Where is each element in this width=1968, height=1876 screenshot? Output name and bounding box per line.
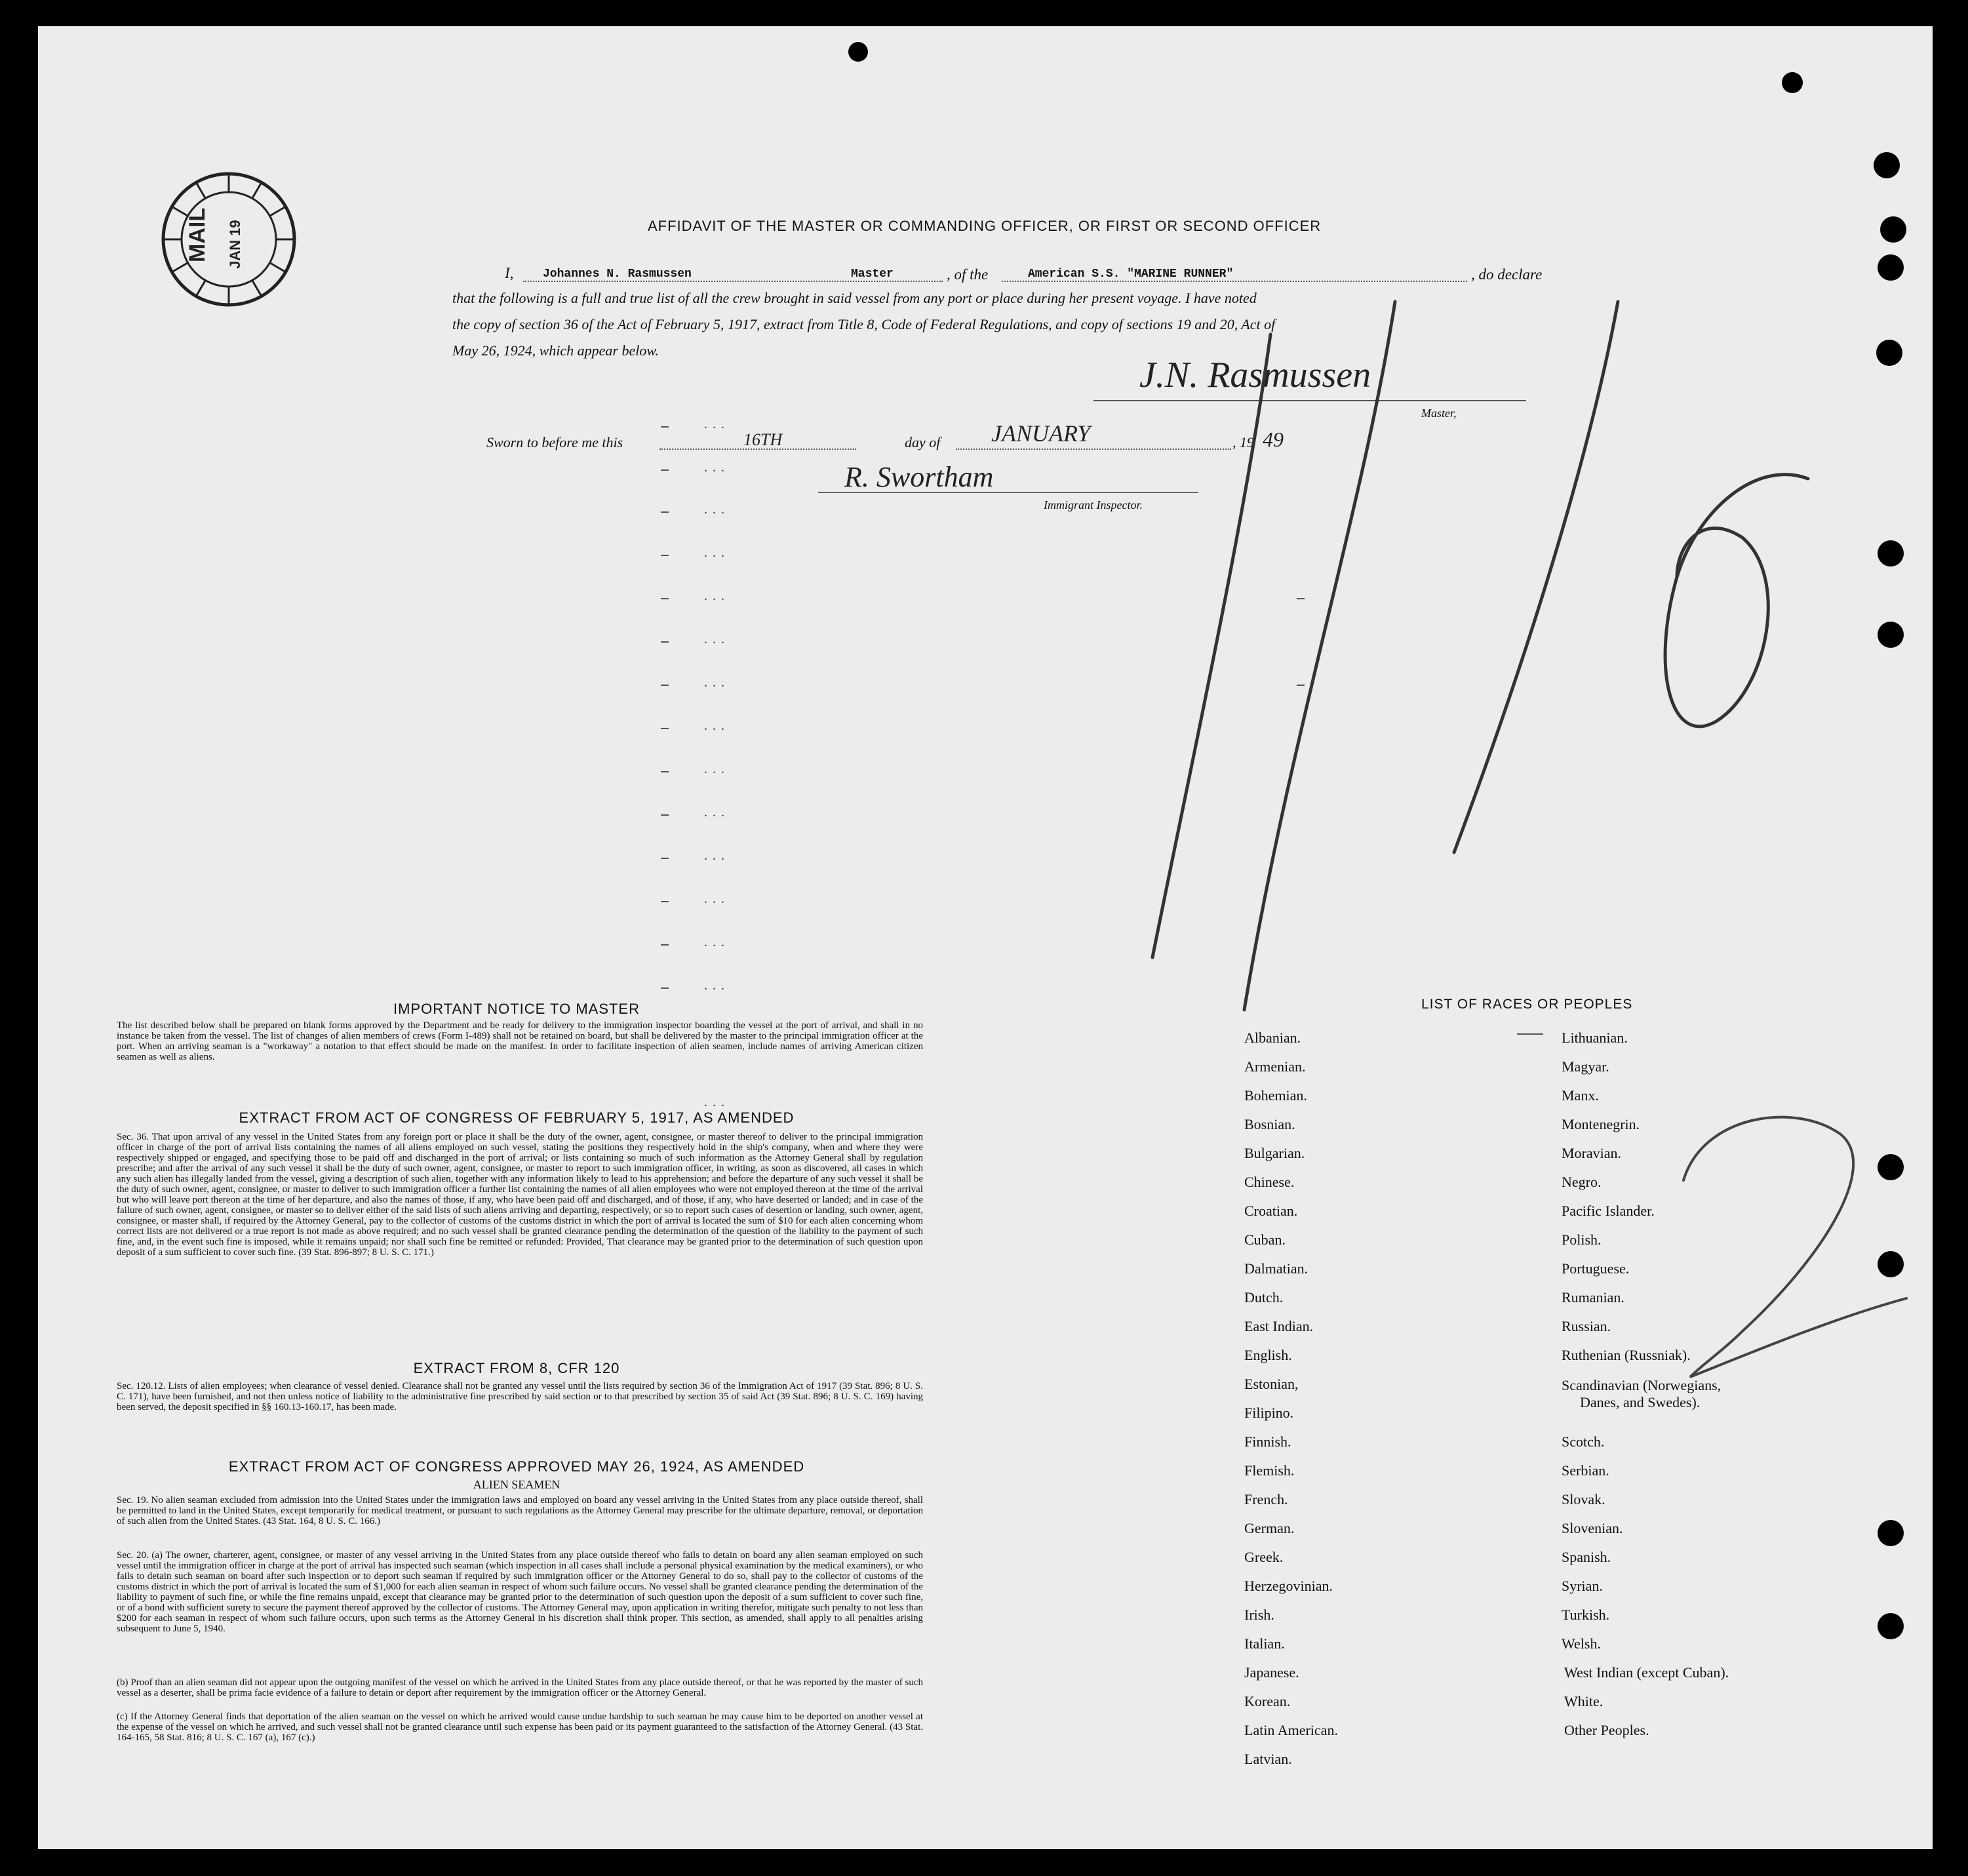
race-item: Japanese. (1244, 1664, 1299, 1681)
race-item: Scandinavian (Norwegians, (1562, 1377, 1722, 1393)
race-item: Slovenian. (1562, 1520, 1623, 1536)
document-page: MAIL JAN 19 AFFIDAVIT OF THE MASTER OR COMMANDING OFFICER, OR FIRST OR SECOND OFFICER I, Johannes N. Rasmussen Master , of the American S.S. "MARINE RUNNER" , do declare that the following is a full and true list of all the crew brought in said vessel from any port or place during her present voyage. I have noted the copy of section 36 of the Act of February 5, 1917, extract from Title 8, Code of Federal Regulations, and copy of sections 19 and 20, Act of May 26, 1924, which appear below. J.N. Rasmussen Master, Sworn to before me this 16TH day of JANUARY , 19 49 R. Swortham Immigrant Inspector. ... ... ... ... ... ... ... ... ... ... ... ... ... ... ... 1716 2 IMPORTANT NOTICE TO MASTER The list described below shall be prepared on blank forms approved by the Department and be ready for delivery to the immigration inspector boarding the vessel at the port of arrival, and shall in no instance be taken from the vessel. The list of changes of alien members of crews (Form I-489) shall not be retained on board, but shall be delivered by the master to the principal immigration officer at the port. When an arriving seaman is a "workaway" a notation to that effect should be made on the manifest. In order to facilitate inspection of alien seamen, include names of arriving American citizen seamen as well as aliens. EXTRACT FROM ACT OF CONGRESS OF FEBRUARY 5, 1917, AS AMENDED Sec. 36. That upon arrival of any vessel in the United States from any foreign port or place it shall be the duty of the owner, agent, consignee, or master thereof to deliver to the principal immigration officer in charge of the port of arrival lists containing the names of all aliens employed on such vessel, stating the positions they respectively hold in the ship's company, when and where they were respectively shipped or engaged, and specifying those to be paid off and discharged in the port of arrival; or lists containing so much of such information as the Attorney General shall by regulation prescribe; and after the arrival of any such vessel it shall be the duty of such owner, agent, consignee, or master to report to such immigration officer, in writing, as soon as discovered, all cases in which any such alien has illegally landed from the vessel, giving a description of such alien, together with any information likely to lead to his apprehension; and before the departure of any such vessel it shall be the duty of such owner, agent, consignee, or master to deliver to such immigration officer a further list containing the names of all alien employees who were not employed thereon at the time of the arrival but who will leave port thereon at the time of her departure, and also the names of those, if any, who have been paid off and discharged, and of those, if any, who have deserted or landed; and in case of the failure of such owner, agent, consignee, or master so to deliver either of the said lists of such aliens arriving and departing, respectively, or so to report such cases of desertion or landing, such owner, agent, consignee, or master shall, if required by the Attorney General, pay to the collector of customs of the customs district in which the port of arrival is located the sum of $10 for each alien concerning whom correct lists are not delivered or a true report is not made as above required; and no such vessel shall be granted clearance pending the determination of the question of the liability to the payment of such fine, and, in the event such fine is imposed, while it remains unpaid; nor shall such fine be remitted or refunded: Provided, That clearance may be granted prior to the determination of such question upon deposit of a sum sufficient to cover such fine. (39 Stat. 896-897; 8 U. S. C. 171.) EXTRACT FROM 8, CFR 120 Sec. 120.12. Lists of alien employees; when clearance of vessel denied. Clearance shall not be granted any vessel until the lists required by section 36 of the Immigration Act of 1917 (39 Stat. 896; 8 U. S. C. 171), have been furnished, and not then unless notice of liability to the administrative fine prescribed by said section or to that prescribed by section 35 of said Act (39 Stat. 896; 8 U. S. C. 169) having been served, the deposit specified in §§ 160.13-160.17, has been made. EXTRACT FROM ACT OF CONGRESS APPROVED MAY 26, 1924, AS AMENDED ALIEN SEAMEN Sec. 19. No alien seaman excluded from admission into the United States under the immigration laws and employed on board any vessel arriving in the United States from any place outside thereof, shall be permitted to land in the United States, except temporarily for medical treatment, or pursuant to such regulations as the Attorney General may prescribe for the ultimate departure, removal, or deportation of such alien from the United States. (43 Stat. 164, 8 U. S. C. 166.) Sec. 20. (a) The owner, charterer, agent, consignee, or master of any vessel arriving in the United States from any place outside thereof who fails to detain on board any alien seaman employed on such vessel until the immigration officer in charge at the port of arrival has inspected such seaman (which inspection in all cases shall include a personal physical examination by the medical examiners), or who fails to detain such seaman on board after such inspection or to deport such seaman if required by such immigration officer or the Attorney General to do so, shall pay to the collector of customs of the customs district in which the port of arrival is located the sum of $1,000 for each alien seaman in respect of whom such failure occurs. No vessel shall be granted clearance pending the determination of the liability to payment of such fine, or while the fine remains unpaid, except that clearance may be granted prior to the determination of such question upon the deposit of a sum sufficient to cover such fine, or of a bond with sufficient surety to secure the payment thereof approved by the collector of customs. The Attorney General may, upon application in writing therefor, mitigate such penalty to not less than $200 for each seaman in respect of whom such failure occurs, upon such terms as the Attorney General in his discretion shall think proper. This section, as amended, shall apply to all penalties arising subsequent to June 5, 1940. (b) Proof than an alien seaman did not appear upon the outgoing manifest of the vessel on which he arrived in the United States from any place outside thereof, or that he was reported by the master of such vessel as a deserter, shall be prima facie evidence of a failure to detain or deport after requirement by the immigration officer or the Attorney General. (c) If the Attorney General finds that deportation of the alien seaman on the vessel on which he arrived would cause undue hardship to such seaman he may cause him to be deported on another vessel at the expense of the vessel on which he arrived, and such vessel shall not be granted clearance until such expense has been paid or its payment guaranteed to the satisfaction of the Attorney General. (43 Stat. 164-165, 58 Stat. 816; 8 U. S. C. 167 (a), 167 (c).) LIST OF RACES OR PEOPLES Albanian. Armenian. Bohemian. Bosnian. Bulgarian. Chinese. Croatian. Cuban. Dalmatian. Dutch. East Indian. English. Estonian, Filipino. Finnish. Flemish. French. German. Greek. Herzegovinian. Irish. Italian. Japanese. Korean. Latin American. Latvian. Lithuanian. Magyar. Manx. Montenegrin. Moravian. Negro. Pacific Islander. Polish. Portuguese. Rumanian. Russian. Ruthenian (Russniak). Scandinavian (Norwegians, Danes, and Swedes). Scotch. Serbian. Slovak. Slovenian. Spanish. Syrian. Turkish. Welsh. West Indian (except Cuban). White. Other Peoples. (38, 26, 1933, 1849)
race-item: Syrian. (1562, 1578, 1603, 1594)
race-item: Albanian. (1244, 1029, 1301, 1046)
extract-1924-sec20c: (c) If the Attorney General finds that deportation of the alien seaman on the vessel on which he arrived would cause undue hardship to such seaman he may cause him to be deported on another vessel at the expense of the vessel on which he arrived, and such vessel shall not be granted clearance until such expense has been paid or its payment guaranteed to the satisfaction of the Attorney General. (43 Stat. 164-165, 58 Stat. 816; 8 U. S. C. 167 (a), 167 (c).) (117, 1711, 923, 1743)
sworn-day: 16TH (743, 430, 783, 449)
race-item: Herzegovinian. (1244, 1578, 1333, 1594)
punch-hole (1878, 1520, 1904, 1546)
race-item: Latin American. (1244, 1722, 1338, 1738)
race-item: Dutch. (1244, 1289, 1284, 1306)
race-item: Danes, and Swedes). (1580, 1394, 1701, 1410)
handwritten-number-1716 (1113, 262, 1834, 1036)
year-prefix: , 19 (1232, 434, 1254, 450)
handwritten-number-2 (1664, 1088, 1913, 1390)
race-item: Serbian. (1562, 1462, 1609, 1479)
extract-1917-title: EXTRACT FROM ACT OF CONGRESS OF FEBRUARY 5, 1917, AS AMENDED (239, 1109, 795, 1126)
race-item: Bohemian. (1244, 1087, 1307, 1104)
affidavit-line-3: the copy of section 36 of the Act of February 5, 1917, extract from Title 8, Code of Federal Regulations, and copy of sections 19 and 20, Act of (452, 316, 1276, 332)
notice-title: IMPORTANT NOTICE TO MASTER (393, 1001, 640, 1017)
day-of-label: day of (905, 434, 941, 450)
race-item: Other Peoples. (1564, 1722, 1649, 1738)
race-item: Turkish. (1562, 1607, 1610, 1623)
sworn-month: JANUARY (991, 420, 1091, 447)
extract-1924-sec20b: (b) Proof than an alien seaman did not appear upon the outgoing manifest of the vessel on which he arrived in the United States from any place outside thereof, or that he was reported by the master of such vessel as a deserter, shall be prima facie evidence of a failure to detain or deport after requirement by the immigration officer or the Attorney General. (117, 1677, 923, 1698)
sworn-label: Sworn to before me this (486, 434, 623, 450)
race-item: Rumanian. (1562, 1289, 1624, 1306)
affidavit-do-declare: , do declare (1471, 266, 1543, 283)
master-signature: J.N. Rasmussen (1139, 355, 1371, 395)
extract-1917-body: Sec. 36. That upon arrival of any vessel in the United States from any foreign port or place it shall be the duty of the owner, agent, consignee, or master thereof to deliver to the principal immigration officer in charge of the port of arrival lists containing the names of all aliens employed on such vessel, stating the positions they respectively hold in the ship's company, when and where they were respectively shipped or engaged, and specifying those to be paid off and discharged in the port of arrival; or lists containing so much of such information as the Attorney General shall by regulation prescribe; and after the arrival of any such vessel it shall be the duty of such owner, agent, consignee, or master to report to such immigration officer, in writing, as soon as discovered, all cases in which any such alien has illegally landed from the vessel, giving a description of such alien, together with any information likely to lead to his apprehension; and before the departure of any such vessel it shall be the duty of such owner, agent, consignee, or master to deliver to such immigration officer a further list containing the names of all alien employees who were not employed thereon at the time of the arrival but who will leave port thereon at the time of her departure, and also the names of those, if any, who have been paid off and discharged, and of those, if any, who have deserted or landed; and in case of the failure of such owner, agent, consignee, or master so to deliver either of the said lists of such aliens arriving and departing, respectively, or so to report such cases of desertion or landing, such owner, agent, consignee, or master shall, if required by the Attorney General, pay to the collector of customs of the customs district in which the port of arrival is located the sum of $10 for each alien concerning whom correct lists are not delivered or a true report is not made as above required; and no such vessel shall be granted clearance pending the determination of the question of the liability to the payment of such fine, and, in the event such fine is imposed, while it remains unpaid; nor shall such fine be remitted or refunded: Provided, That clearance may be granted prior to the determination of such question upon deposit of a sum sufficient to cover such fine. (39 Stat. 896-897; 8 U. S. C. 171.) (117, 1132, 923, 1258)
race-item: Lithuanian. (1562, 1029, 1628, 1046)
mail-stamp (153, 164, 304, 315)
affidavit-name: Johannes N. Rasmussen (543, 268, 692, 281)
race-item: Greek. (1244, 1549, 1284, 1565)
race-item: Irish. (1244, 1607, 1274, 1623)
extract-1924-sec20a: Sec. 20. (a) The owner, charterer, agent, consignee, or master of any vessel arriving in the United States from any place outside thereof who fails to detain on board any alien seaman employed on such vessel until the immigration officer in charge at the port of arrival has inspected such seaman (which inspection in all cases shall include a personal physical examination by the medical examiners), or who fails to detain such seaman on board after such inspection or to deport such seaman if required by such immigration officer or the Attorney General to do so, shall pay to the collector of customs of the customs district in which the port of arrival is located the sum of $1,000 for each alien seaman in respect of whom such failure occurs. No vessel shall be granted clearance pending the determination of the liability to payment of such fine, or while the fine remains unpaid, except that clearance may be granted prior to the determination of such question upon the deposit of a sum sufficient to cover such fine, or of a bond with sufficient surety to secure the payment thereof approved by the collector of customs. The Attorney General may, upon application in writing therefor, mitigate such penalty to not less than $200 for each seaman in respect of whom such failure occurs, upon such terms as the Attorney General in his discretion shall think proper. This section, as amended, shall apply to all penalties arising subsequent to June 5, 1940. (117, 1550, 923, 1634)
punch-hole (1878, 1613, 1904, 1639)
race-item: White. (1564, 1693, 1604, 1709)
race-item: Dalmatian. (1244, 1260, 1309, 1277)
race-item: Armenian. (1244, 1058, 1306, 1075)
race-item: Bulgarian. (1244, 1145, 1305, 1161)
extract-1924-sec19: Sec. 19. No alien seaman excluded from admission into the United States under the immigration laws and employed on board any vessel arriving in the United States from any place outside thereof, shall be permitted to land in the United States, except temporarily for medical treatment, or pursuant to such regulations as the Attorney General may prescribe for the ultimate departure, removal, or deportation of such alien from the United States. (43 Stat. 164, 8 U. S. C. 166.) (117, 1495, 923, 1527)
affidavit-line-4: May 26, 1924, which appear below. (452, 342, 659, 359)
race-item: Italian. (1244, 1635, 1285, 1652)
punch-hole (848, 42, 868, 62)
race-item: Croatian. (1244, 1203, 1298, 1219)
race-item: Magyar. (1562, 1058, 1609, 1075)
extract-cfr-body: Sec. 120.12. Lists of alien employees; when clearance of vessel denied. Clearance shall not be granted any vessel until the lists required by section 36 of the Immigration Act of 1917 (39 Stat. 896; 8 U. S. C. 171), have been furnished, and not then unless notice of liability to the administrative fine prescribed by said section or to that prescribed by section 35 of said Act (39 Stat. 896; 8 U. S. C. 169) having been served, the deposit specified in §§ 160.13-160.17, has been made. (117, 1381, 923, 1412)
inspector-label: Immigrant Inspector. (1044, 498, 1143, 511)
race-item: Moravian. (1562, 1145, 1622, 1161)
race-item: Scotch. (1562, 1433, 1605, 1450)
race-item: Latvian. (1244, 1751, 1292, 1767)
race-item: Portuguese. (1562, 1260, 1630, 1277)
big-number-text: 1716 (1113, 262, 1114, 263)
race-item: Filipino. (1244, 1405, 1294, 1421)
race-item: Bosnian. (1244, 1116, 1295, 1132)
master-label: Master, (1421, 407, 1457, 420)
race-item: Cuban. (1244, 1231, 1286, 1248)
extract-cfr-title: EXTRACT FROM 8, CFR 120 (413, 1360, 620, 1376)
race-item: West Indian (except Cuban). (1564, 1664, 1729, 1681)
race-item: Ruthenian (Russniak). (1562, 1347, 1691, 1363)
stamp-label: MAIL (185, 207, 210, 262)
race-item: Flemish. (1244, 1462, 1295, 1479)
race-item: Polish. (1562, 1231, 1602, 1248)
extract-1924-subtitle: ALIEN SEAMEN (473, 1478, 561, 1491)
race-item: Russian. (1562, 1318, 1611, 1334)
race-item: Estonian, (1244, 1376, 1299, 1392)
inspector-signature: R. Swortham (844, 461, 994, 493)
punch-hole (1874, 152, 1900, 178)
sworn-year: 49 (1263, 428, 1284, 451)
affidavit-of-the: , of the (947, 266, 989, 283)
race-item: Manx. (1562, 1087, 1599, 1104)
notice-body: The list described below shall be prepared on blank forms approved by the Department and be ready for delivery to the immigration inspector boarding the vessel at the port of arrival, and shall in no instance be taken from the vessel. The list of changes of alien members of crews (Form I-489) shall not be retained on board, but shall be delivered by the master to the principal immigration officer at the port. When an arriving seaman is a "workaway" a notation to that effect should be made on the manifest. In order to facilitate inspection of alien seamen, include names of arriving American citizen seamen as well as aliens. (117, 1020, 923, 1062)
affidavit-rank: Master (851, 268, 894, 281)
punch-hole (1878, 622, 1904, 648)
race-item: Slovak. (1562, 1491, 1605, 1507)
affidavit-title: AFFIDAVIT OF THE MASTER OR COMMANDING OFFICER, OR FIRST OR SECOND OFFICER (648, 218, 1322, 234)
race-item: Spanish. (1562, 1549, 1611, 1565)
punch-hole (1880, 216, 1906, 243)
races-title: LIST OF RACES OR PEOPLES (1421, 997, 1633, 1012)
punch-hole (1878, 540, 1904, 567)
race-item: East Indian. (1244, 1318, 1314, 1334)
punch-hole (1876, 340, 1902, 366)
race-item: Chinese. (1244, 1174, 1295, 1190)
affidavit-line-2: that the following is a full and true list of all the crew brought in said vessel from any port or place during her present voyage. I have noted (452, 290, 1257, 306)
punch-hole (1782, 72, 1803, 93)
extract-1924-title: EXTRACT FROM ACT OF CONGRESS APPROVED MAY 26, 1924, AS AMENDED (228, 1458, 805, 1475)
affidavit-i-label: I, (505, 265, 514, 281)
affidavit-vessel: American S.S. "MARINE RUNNER" (1028, 268, 1234, 281)
punch-hole (1878, 254, 1904, 281)
race-item: Welsh. (1562, 1635, 1601, 1652)
race-item: Negro. (1562, 1174, 1602, 1190)
race-item: Montenegrin. (1562, 1116, 1640, 1132)
stamp-date: JAN 19 (227, 220, 243, 269)
race-item: Pacific Islander. (1562, 1203, 1655, 1219)
race-item: French. (1244, 1491, 1288, 1507)
race-item: Finnish. (1244, 1433, 1291, 1450)
race-item: German. (1244, 1520, 1295, 1536)
race-item: Korean. (1244, 1693, 1291, 1709)
race-item: English. (1244, 1347, 1292, 1363)
